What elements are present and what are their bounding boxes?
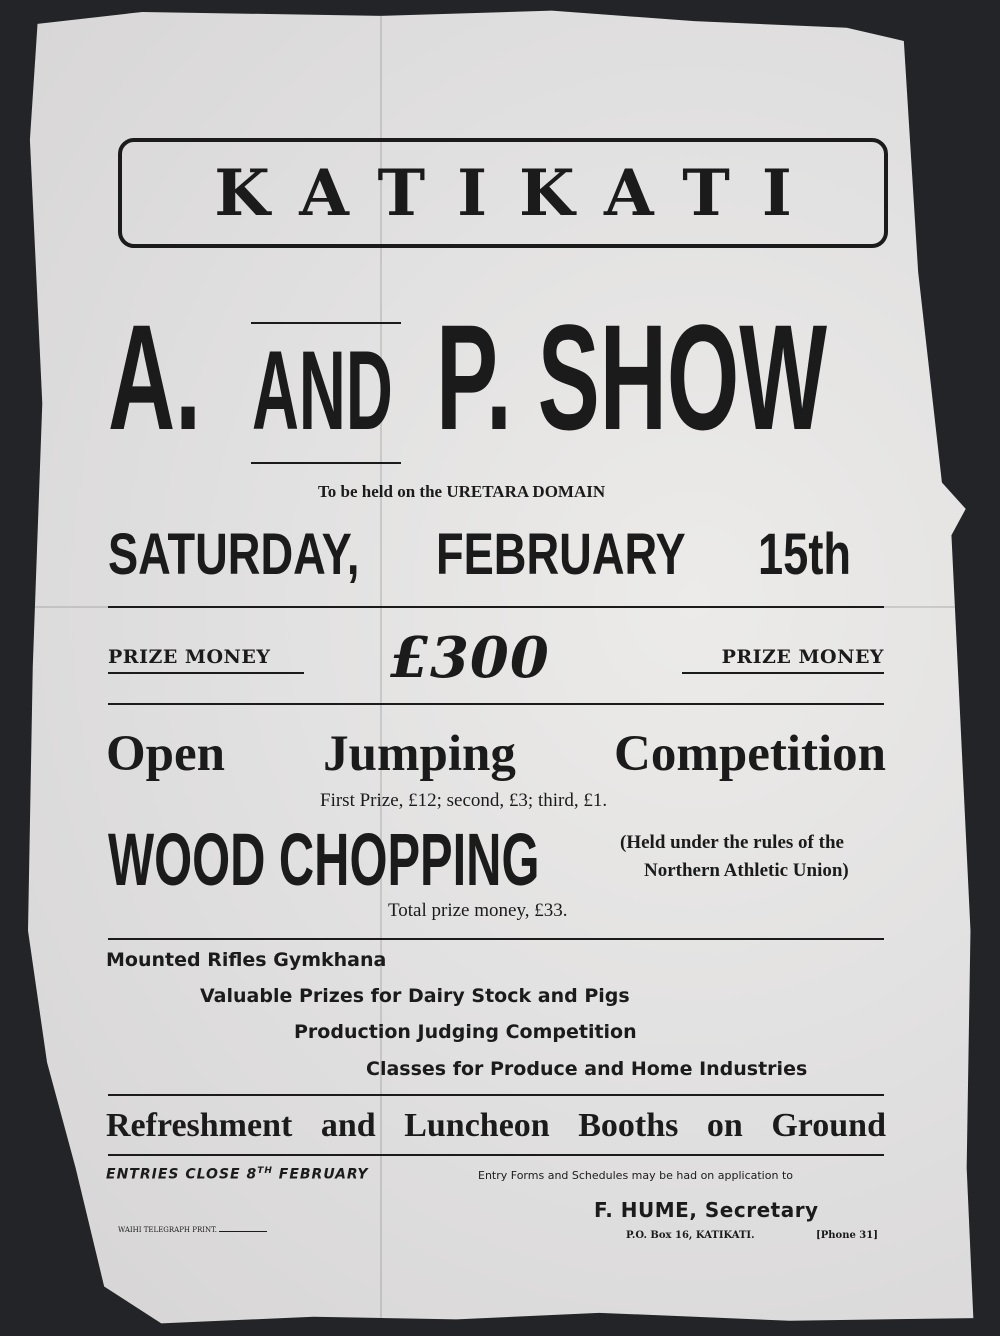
headline-a [108,292,228,502]
headline-p-show-text: P. SHOW [436,293,828,461]
secretary: F. HUME, Secretary [594,1198,819,1222]
venue-line: To be held on the URETARA DOMAIN [318,482,606,501]
and-rule-bottom [251,462,401,464]
wood-rules-2: Northern Athletic Union) [644,860,849,881]
headline-and-text: AND [252,328,393,453]
entries-close-month: FEBRUARY [278,1166,369,1183]
and-rule-top [251,322,401,324]
date-month-text: FEBRUARY [436,522,686,587]
event-item: Classes for Produce and Home Industries [366,1058,808,1080]
event-item: Valuable Prizes for Dairy Stock and Pigs [200,985,630,1007]
printer-credit [118,1226,267,1234]
date-month [436,520,756,590]
wood-total: Total prize money, £33. [388,900,568,921]
entry-forms: Entry Forms and Schedules may be had on application to [478,1169,793,1182]
phone: [Phone 31] [816,1230,878,1241]
printer-credit-text: WAIHI TELEGRAPH PRINT. [118,1226,217,1234]
entries-close-text: ENTRIES CLOSE 8 [106,1166,258,1183]
headline-p-show [436,292,896,502]
poster-title: KATIKATI [214,155,824,231]
event-item: Production Judging Competition [294,1021,637,1043]
jumping-title: Open Jumping Competition [106,726,886,782]
divider-4 [108,1094,884,1096]
refreshment-line: Refreshment and Luncheon Booths on Ground [106,1107,886,1144]
prize-label-right [682,646,884,674]
divider-2 [108,703,884,705]
entries-close [106,1166,369,1183]
divider-5 [108,1154,884,1156]
date-day [108,520,430,590]
divider-3 [108,938,884,940]
wood-rules-1: (Held under the rules of the [620,832,844,853]
date-num [758,520,877,590]
headline-a-text: A. [108,293,201,461]
address: P.O. Box 16, KATIKATI. [626,1230,755,1241]
prize-label-right-text: PRIZE MONEY [721,646,884,668]
date-num-text: 15th [758,522,852,587]
prize-amount: £300 [390,625,550,691]
jumping-prizes: First Prize, £12; second, £3; third, £1. [320,790,608,811]
event-item: Mounted Rifles Gymkhana [106,949,387,971]
date-day-text: SATURDAY, [108,522,360,587]
prize-label-left [108,646,304,674]
headline-and [246,322,406,462]
printer-rule [219,1231,267,1232]
entries-close-sup: TH [257,1166,273,1176]
title-box [118,138,888,248]
prize-label-left-text: PRIZE MONEY [108,646,271,668]
divider-1 [108,606,884,608]
wood-title-text: WOOD CHOPPING [108,818,540,901]
